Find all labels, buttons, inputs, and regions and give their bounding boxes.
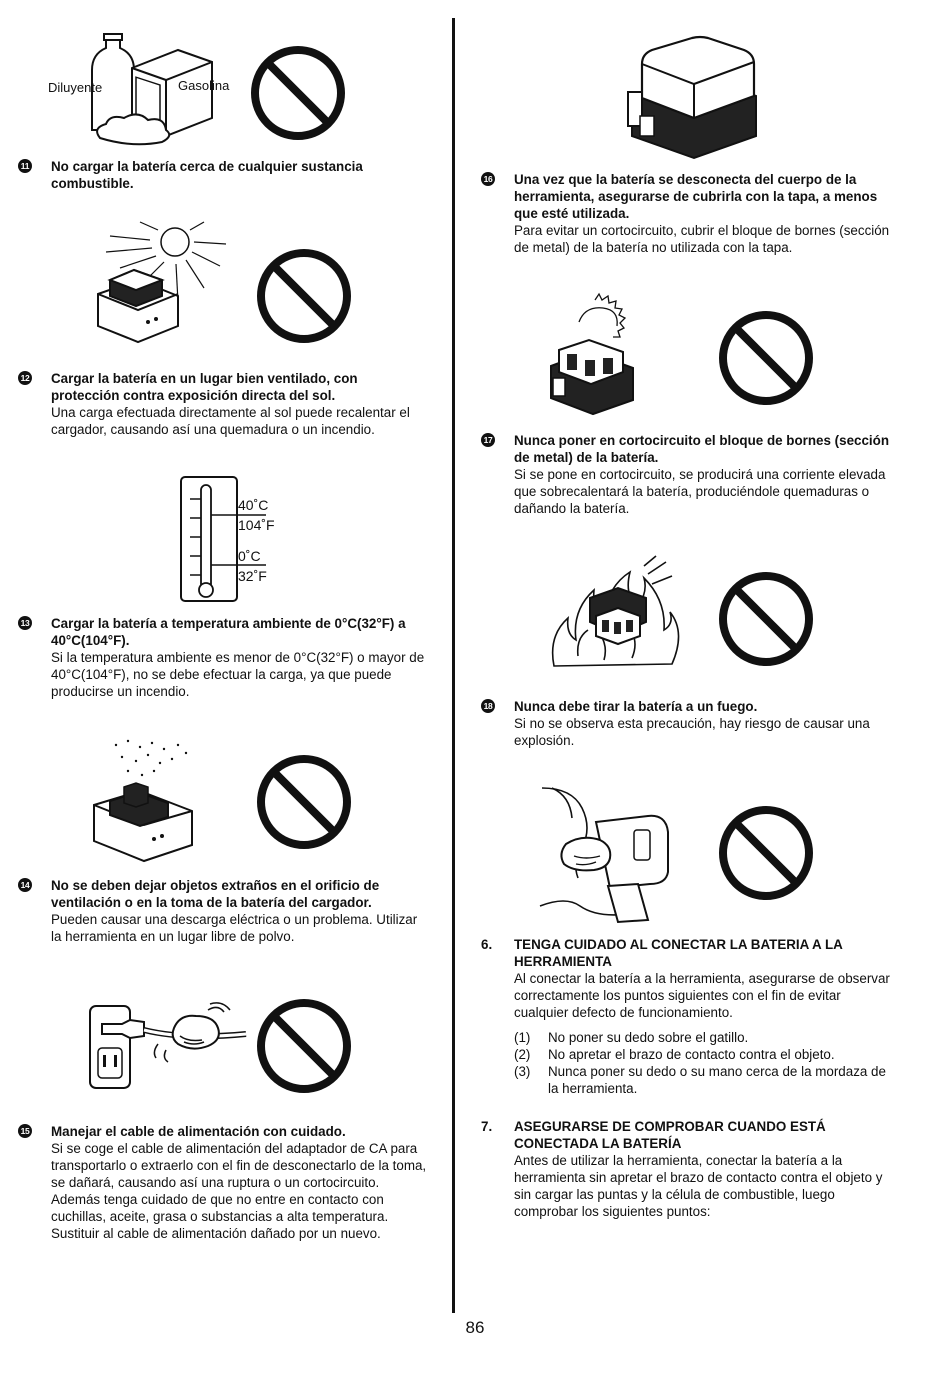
temp-low-fahrenheit: 32˚F	[238, 568, 267, 584]
item-number-badge: 18	[481, 699, 495, 713]
sublist-item	[514, 1046, 893, 1063]
item-description: Una carga efectuada directamente al sol puede recalentar el cargador, causando así una quemadura o un incendio.	[51, 405, 410, 437]
item-description: Si se pone en cortocircuito, se producirá una corriente elevada que sobrecalentará la batería, produciéndole quemaduras o dañando la batería.	[514, 467, 886, 516]
item-heading: Manejar el cable de alimentación con cuidado.	[51, 1124, 346, 1139]
dusty-charger-illustration	[88, 735, 198, 863]
prohibition-icon	[256, 998, 352, 1094]
section-heading: TENGA CUIDADO AL CONECTAR LA BATERIA A LA HERRAMIENTA	[514, 937, 843, 969]
item-number-badge: 14	[18, 878, 32, 892]
combustible-substances-illustration	[40, 30, 240, 150]
item-heading: No se deben dejar objetos extraños en el orificio de ventilación o en la toma de la batería del cargador.	[51, 878, 380, 910]
sublist-item-text: Nunca poner su dedo o su mano cerca de la mordaza de la herramienta.	[548, 1064, 886, 1096]
column-divider	[452, 18, 455, 1313]
prohibition-icon	[718, 805, 814, 901]
section-number: 7.	[481, 1119, 493, 1134]
section-sublist	[514, 1029, 893, 1097]
sublist-item	[514, 1029, 893, 1046]
hand-on-tool-illustration	[538, 786, 672, 924]
temp-high-celsius: 40˚C	[238, 497, 269, 513]
charger-in-sun-illustration	[80, 222, 230, 344]
sublist-item-label: (3)	[514, 1064, 531, 1079]
item-description: Si se coge el cable de alimentación del adaptador de CA para transportarlo o extraerlo con el fin de desconectarlo de la toma, se dañará, causando así una ruptura o un cortocircuito. Además tenga cuidado de que no entre en contacto con cuchillas, aceite, grasa o substancias a alta temperatura. Sustituir al cable de alimentación dañado por un nuevo.	[51, 1141, 427, 1241]
temp-high-fahrenheit: 104˚F	[238, 517, 275, 533]
item-number-badge: 12	[18, 371, 32, 385]
temp-low-celsius: 0˚C	[238, 548, 261, 564]
item-description: Para evitar un cortocircuito, cubrir el bloque de bornes (sección de metal) de la batería no utilizada con la tapa.	[514, 223, 890, 255]
item-description: Si la temperatura ambiente es menor de 0°C(32°F) o mayor de 40°C(104°F), no se debe efectuar la carga, ya que puede producirse un incendio.	[51, 650, 425, 699]
section-heading: ASEGURARSE DE COMPROBAR CUANDO ESTÁ CONECTADA LA BATERÍA	[514, 1119, 826, 1151]
item-heading: No cargar la batería cerca de cualquier sustancia combustible.	[51, 159, 363, 191]
section-description: Antes de utilizar la herramienta, conectar la batería a la herramienta sin apretar el brazo de contacto contra el objeto y sin cargar las puntas y la célula de combustible, luego comprobar los siguientes puntos:	[514, 1153, 883, 1219]
pulling-cord-illustration	[88, 1000, 248, 1092]
sublist-item-text: No apretar el brazo de contacto contra el objeto.	[548, 1047, 835, 1062]
sublist-item-label: (2)	[514, 1047, 531, 1062]
sublist-item-text: No poner su dedo sobre el gatillo.	[548, 1030, 749, 1045]
battery-with-cap-illustration	[622, 36, 762, 160]
item-number-badge: 15	[18, 1124, 32, 1138]
prohibition-icon	[250, 45, 346, 141]
prohibition-icon	[256, 754, 352, 850]
short-circuit-battery-illustration	[545, 292, 645, 418]
section-description: Al conectar la batería a la herramienta, asegurarse de observar correctamente los puntos siguientes con el fin de evitar cualquier defecto de funcionamiento.	[514, 971, 890, 1020]
prohibition-icon	[718, 571, 814, 667]
item-number-badge: 11	[18, 159, 32, 173]
thermometer-illustration	[180, 475, 300, 605]
item-heading: Nunca poner en cortocircuito el bloque de bornes (sección de metal) de la batería.	[514, 433, 890, 465]
item-heading: Una vez que la batería se desconecta del cuerpo de la herramienta, asegurarse de cubrirla con la tapa, a menos que esté utilizada.	[514, 172, 878, 221]
prohibition-icon	[718, 310, 814, 406]
item-description: Si no se observa esta precaución, hay riesgo de causar una explosión.	[514, 716, 870, 748]
battery-in-fire-illustration	[548, 556, 674, 678]
item-description: Pueden causar una descarga eléctrica o un problema. Utilizar la herramienta en un lugar libre de polvo.	[51, 912, 418, 944]
item-number-badge: 17	[481, 433, 495, 447]
item-heading: Cargar la batería en un lugar bien ventilado, con protección contra exposición directa del sol.	[51, 371, 358, 403]
item-number-badge: 16	[481, 172, 495, 186]
section-number: 6.	[481, 937, 493, 952]
page-number: 86	[465, 1318, 485, 1337]
sublist-item-label: (1)	[514, 1030, 531, 1045]
gasoline-label: Gasolina	[178, 78, 230, 93]
prohibition-icon	[256, 248, 352, 344]
sublist-item	[514, 1063, 893, 1097]
thinner-label: Diluyente	[48, 80, 103, 95]
item-heading: Cargar la batería a temperatura ambiente de 0°C(32°F) a 40°C(104°F).	[51, 616, 406, 648]
item-heading: Nunca debe tirar la batería a un fuego.	[514, 699, 758, 714]
item-number-badge: 13	[18, 616, 32, 630]
